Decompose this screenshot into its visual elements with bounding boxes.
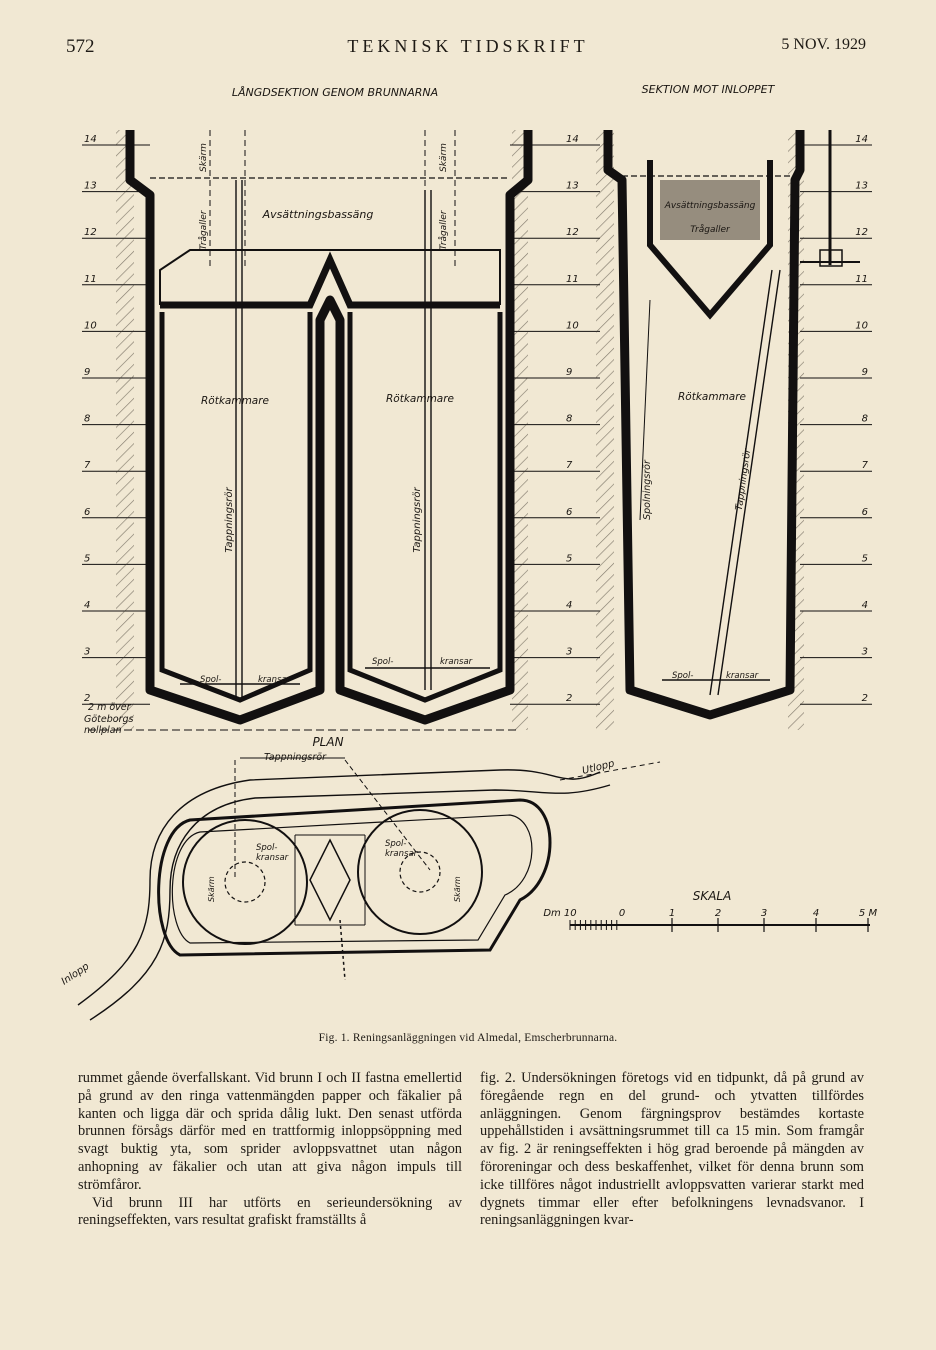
label-kransar-1: kransar <box>258 675 291 685</box>
level-label: 8 <box>861 413 868 425</box>
page-number: 572 <box>66 36 95 57</box>
level-label: 5 <box>566 553 573 565</box>
plan-spol-2: Spol- <box>385 839 407 849</box>
level-label: 12 <box>566 227 579 239</box>
plan-utlopp: Utlopp <box>581 758 616 777</box>
label-rotkammare-right: Rötkammare <box>677 391 747 403</box>
paragraph: rummet gående överfallskant. Vid brunn I och II fastna emellertid på grund av den ringa vattenmängden papper och fäkalier på kanten och ligga där och sprida dålig lukt. Den senast utförda brunnen försågs därför med en trattformig inloppsöppning med svagt buktig yta, som sprider avloppsvattnet utan någon anhopning av fäkalier och utan att giva någon impuls till strömfåror. <box>78 1070 462 1193</box>
plan-title: PLAN <box>312 735 344 749</box>
scale-title: SKALA <box>692 889 732 903</box>
datum-line-2: Göteborgs <box>84 714 134 725</box>
label-tragaller-right: Trågaller <box>690 225 730 235</box>
label-rotkammare-1: Rötkammare <box>200 395 270 407</box>
label-spol-1: Spol- <box>200 675 222 685</box>
level-label: 8 <box>566 413 573 425</box>
level-label: 6 <box>84 506 91 518</box>
scale-label: 5 M <box>858 908 878 919</box>
level-label: 8 <box>84 413 91 425</box>
level-label: 2 <box>861 693 868 705</box>
level-label: 5 <box>84 553 91 565</box>
plan-view <box>60 735 660 1020</box>
label-avsattningsbassang: Avsättningsbassäng <box>262 208 374 221</box>
level-label: 13 <box>566 180 579 192</box>
level-label: 12 <box>855 227 868 239</box>
level-label: 9 <box>861 367 868 378</box>
level-label: 9 <box>566 367 573 378</box>
text-column-left <box>78 1070 462 1230</box>
running-header <box>0 36 936 62</box>
text-column-right <box>480 1070 864 1230</box>
level-label: 5 <box>861 553 868 565</box>
level-label: 9 <box>84 367 91 378</box>
level-label: 10 <box>566 320 579 332</box>
level-label: 10 <box>84 320 97 332</box>
figure-caption: Fig. 1. Reningsanläggningen vid Almedal, Emscherbrunnarna. <box>318 1032 618 1044</box>
level-label: 7 <box>861 460 868 472</box>
scale-label: 1 <box>668 908 676 919</box>
label-spol-right: Spol- <box>672 671 694 681</box>
plan-tappningsror: Tappningsrör <box>264 752 326 763</box>
label-tragaller-2: Trågaller <box>439 210 449 250</box>
paragraph: fig. 2. Undersökningen företogs vid en tidpunkt, då på grund av föregående regn en del grund- och ytvatten tillfördes anläggningen. Genom färgningsprov bestämdes kortaste uppehållstiden i avsättningsrummet till ca 15 min. Som framgår av fig. 2 är reningseffekten i hög grad beroende på mängden av föroreningar och dess beskaffenhet, vilket för denna brunn som icke tillföres något industriellt avloppsvatten varierar starkt med dygnets timmar eller efter befolkningens levnadsvanor. I reningsanläggningen kvar- <box>480 1070 864 1229</box>
paragraph: Vid brunn III har utförts en serieundersökning av reningseffekten, vars resultat grafiskt framställts å <box>78 1194 462 1229</box>
level-scale-right <box>800 134 872 704</box>
level-label: 3 <box>861 646 868 658</box>
scale-label: 4 <box>812 908 820 919</box>
plan-kransar-1: kransar <box>256 853 289 863</box>
level-label: 3 <box>84 646 91 658</box>
level-label: 2 <box>566 693 573 705</box>
level-label: 7 <box>84 460 91 472</box>
label-avsattningsbassang-right: Avsättningsbassäng <box>664 201 756 211</box>
level-label: 4 <box>566 600 573 611</box>
inlet-section <box>596 130 860 730</box>
plan-kransar-2: kransar <box>385 849 418 859</box>
scale-label: 2 <box>714 908 722 919</box>
technical-drawing <box>0 70 936 1030</box>
scale-bar <box>543 889 877 932</box>
label-rotkammare-2: Rötkammare <box>385 393 455 405</box>
section-title-left: LÅNGDSEKTION GENOM BRUNNARNA <box>231 86 439 99</box>
level-label: 12 <box>84 227 97 239</box>
scale-label: 3 <box>760 908 768 919</box>
label-tragaller-1: Trågaller <box>199 210 209 250</box>
issue-date: 5 NOV. 1929 <box>781 36 866 53</box>
level-label: 6 <box>861 506 868 518</box>
label-spolningsror: Spolningsrör <box>642 460 653 520</box>
level-label: 7 <box>566 460 573 472</box>
plan-skarm-2: Skärm <box>453 876 462 902</box>
scale-label: Dm 10 <box>543 908 577 919</box>
level-label: 11 <box>855 273 868 285</box>
scale-label: 0 <box>618 908 626 919</box>
level-label: 4 <box>861 600 868 611</box>
level-label: 11 <box>84 273 97 285</box>
level-label: 10 <box>855 320 868 332</box>
label-tappningsror-2: Tappningsrör <box>412 487 423 553</box>
label-tappningsror-right: Tappningsrör <box>733 448 754 512</box>
section-title-right: SEKTION MOT INLOPPET <box>641 83 775 96</box>
datum-line-1: 2 m över <box>88 702 131 713</box>
plan-inlopp: Inlopp <box>59 961 92 988</box>
label-skarm-1: Skärm <box>199 143 209 172</box>
label-spol-2: Spol- <box>372 657 394 667</box>
journal-title: TEKNISK TIDSKRIFT <box>347 36 589 56</box>
level-label: 3 <box>566 646 573 658</box>
datum-line-3: nollplan <box>84 725 122 736</box>
level-label: 14 <box>566 134 579 145</box>
plan-spol-1: Spol- <box>256 843 278 853</box>
level-label: 2 <box>84 693 91 705</box>
level-label: 4 <box>84 600 91 611</box>
level-label: 13 <box>855 180 868 192</box>
label-skarm-2: Skärm <box>439 143 449 172</box>
level-label: 13 <box>84 180 97 192</box>
level-label: 14 <box>84 134 97 145</box>
level-label: 6 <box>566 506 573 518</box>
longitudinal-section <box>84 130 528 736</box>
label-kransar-right: kransar <box>726 671 759 681</box>
label-kransar-2: kransar <box>440 657 473 667</box>
plan-skarm-1: Skärm <box>207 876 216 902</box>
label-tappningsror-1: Tappningsrör <box>224 487 235 553</box>
level-label: 14 <box>855 134 868 145</box>
level-label: 11 <box>566 273 579 285</box>
